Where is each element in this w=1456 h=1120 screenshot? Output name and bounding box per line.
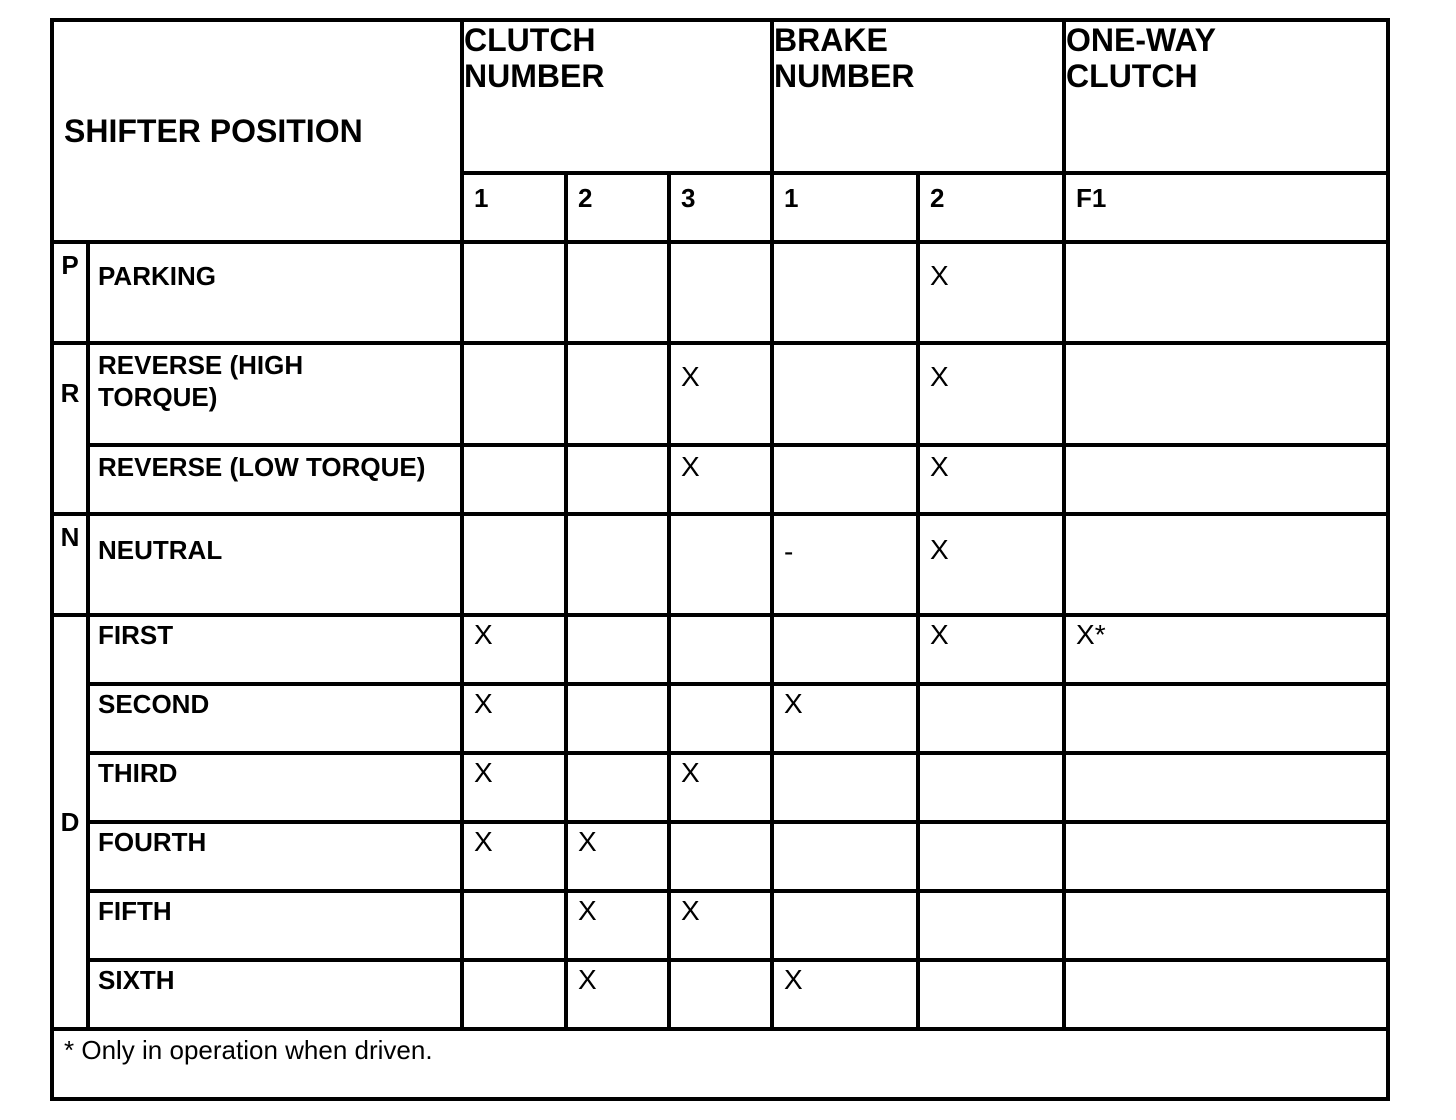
- clutch-2-cell: [566, 753, 669, 822]
- clutch-3-cell: X: [669, 445, 772, 514]
- clutch-3-cell: [669, 684, 772, 753]
- table-row: [52, 615, 1388, 684]
- one-way-clutch-cell: [1064, 514, 1388, 615]
- position-cell: REVERSE (HIGH TORQUE): [88, 343, 462, 445]
- brake-2-cell: X: [918, 242, 1064, 343]
- clutch-3-cell: [669, 822, 772, 891]
- one-way-clutch-f1-header: F1: [1064, 173, 1388, 242]
- clutch-2-header: 2: [566, 173, 669, 242]
- clutch-3-cell: [669, 514, 772, 615]
- clutch-3-cell: [669, 960, 772, 1029]
- clutch-2-cell: X: [566, 822, 669, 891]
- clutch-1-cell: [462, 514, 566, 615]
- position-cell: FIRST: [88, 615, 462, 684]
- one-way-clutch-cell: [1064, 242, 1388, 343]
- brake-1-cell: [772, 753, 918, 822]
- clutch-1-cell: [462, 891, 566, 960]
- one-way-clutch-header: ONE-WAY CLUTCH: [1064, 20, 1388, 173]
- brake-2-cell: X: [918, 343, 1064, 445]
- brake-1-cell: [772, 822, 918, 891]
- table-row: [52, 753, 1388, 822]
- clutch-2-cell: [566, 684, 669, 753]
- table-row: [52, 445, 1388, 514]
- clutch-3-cell: [669, 242, 772, 343]
- table-row: [52, 891, 1388, 960]
- table-row: [52, 242, 1388, 343]
- brake-1-cell: [772, 445, 918, 514]
- brake-1-cell: -: [772, 514, 918, 615]
- clutch-3-cell: [669, 615, 772, 684]
- brake-1-header: 1: [772, 173, 918, 242]
- brake-1-cell: [772, 615, 918, 684]
- brake-1-cell: [772, 242, 918, 343]
- clutch-1-cell: [462, 960, 566, 1029]
- clutch-3-cell: X: [669, 891, 772, 960]
- clutch-2-cell: X: [566, 891, 669, 960]
- clutch-2-cell: X: [566, 960, 669, 1029]
- one-way-clutch-cell: [1064, 753, 1388, 822]
- clutch-2-cell: [566, 615, 669, 684]
- shifter-position-header: SHIFTER POSITION: [52, 20, 462, 242]
- brake-2-cell: [918, 684, 1064, 753]
- brake-1-cell: [772, 343, 918, 445]
- header-row-groups: [52, 20, 1388, 173]
- one-way-clutch-cell: [1064, 822, 1388, 891]
- one-way-clutch-cell: [1064, 343, 1388, 445]
- brake-2-cell: [918, 822, 1064, 891]
- brake-2-header: 2: [918, 173, 1064, 242]
- position-cell: REVERSE (LOW TORQUE): [88, 445, 462, 514]
- one-way-clutch-cell: [1064, 891, 1388, 960]
- one-way-clutch-cell: [1064, 445, 1388, 514]
- clutch-1-cell: [462, 343, 566, 445]
- clutch-number-header: CLUTCH NUMBER: [462, 20, 772, 173]
- footnote: * Only in operation when driven.: [52, 1029, 1388, 1099]
- group-letter-p: P: [52, 242, 88, 343]
- clutch-1-cell: X: [462, 822, 566, 891]
- clutch-1-cell: X: [462, 615, 566, 684]
- brake-1-cell: [772, 891, 918, 960]
- clutch-2-cell: [566, 242, 669, 343]
- position-cell: NEUTRAL: [88, 514, 462, 615]
- table-row: [52, 960, 1388, 1029]
- one-way-clutch-cell: [1064, 684, 1388, 753]
- one-way-clutch-cell: [1064, 960, 1388, 1029]
- position-cell: SECOND: [88, 684, 462, 753]
- brake-2-cell: [918, 960, 1064, 1029]
- clutch-1-header: 1: [462, 173, 566, 242]
- clutch-3-cell: X: [669, 343, 772, 445]
- table-row: [52, 684, 1388, 753]
- one-way-clutch-cell: X*: [1064, 615, 1388, 684]
- brake-1-cell: X: [772, 960, 918, 1029]
- group-letter-r: R: [52, 343, 88, 514]
- brake-1-cell: X: [772, 684, 918, 753]
- brake-2-cell: X: [918, 514, 1064, 615]
- table-row: [52, 514, 1388, 615]
- group-letter-d: D: [52, 615, 88, 1029]
- clutch-2-cell: [566, 514, 669, 615]
- position-cell: FOURTH: [88, 822, 462, 891]
- clutch-1-cell: [462, 242, 566, 343]
- footnote-row: [52, 1029, 1388, 1099]
- clutch-2-cell: [566, 445, 669, 514]
- table-row: [52, 343, 1388, 445]
- clutch-1-cell: X: [462, 684, 566, 753]
- clutch-2-cell: [566, 343, 669, 445]
- position-cell: THIRD: [88, 753, 462, 822]
- table-row: [52, 822, 1388, 891]
- shift-element-table: [50, 18, 1390, 1101]
- brake-2-cell: X: [918, 615, 1064, 684]
- position-cell: SIXTH: [88, 960, 462, 1029]
- brake-number-header: BRAKE NUMBER: [772, 20, 1064, 173]
- brake-2-cell: [918, 753, 1064, 822]
- clutch-1-cell: X: [462, 753, 566, 822]
- clutch-1-cell: [462, 445, 566, 514]
- brake-2-cell: X: [918, 445, 1064, 514]
- brake-2-cell: [918, 891, 1064, 960]
- position-cell: PARKING: [88, 242, 462, 343]
- clutch-3-header: 3: [669, 173, 772, 242]
- group-letter-n: N: [52, 514, 88, 615]
- clutch-3-cell: X: [669, 753, 772, 822]
- position-cell: FIFTH: [88, 891, 462, 960]
